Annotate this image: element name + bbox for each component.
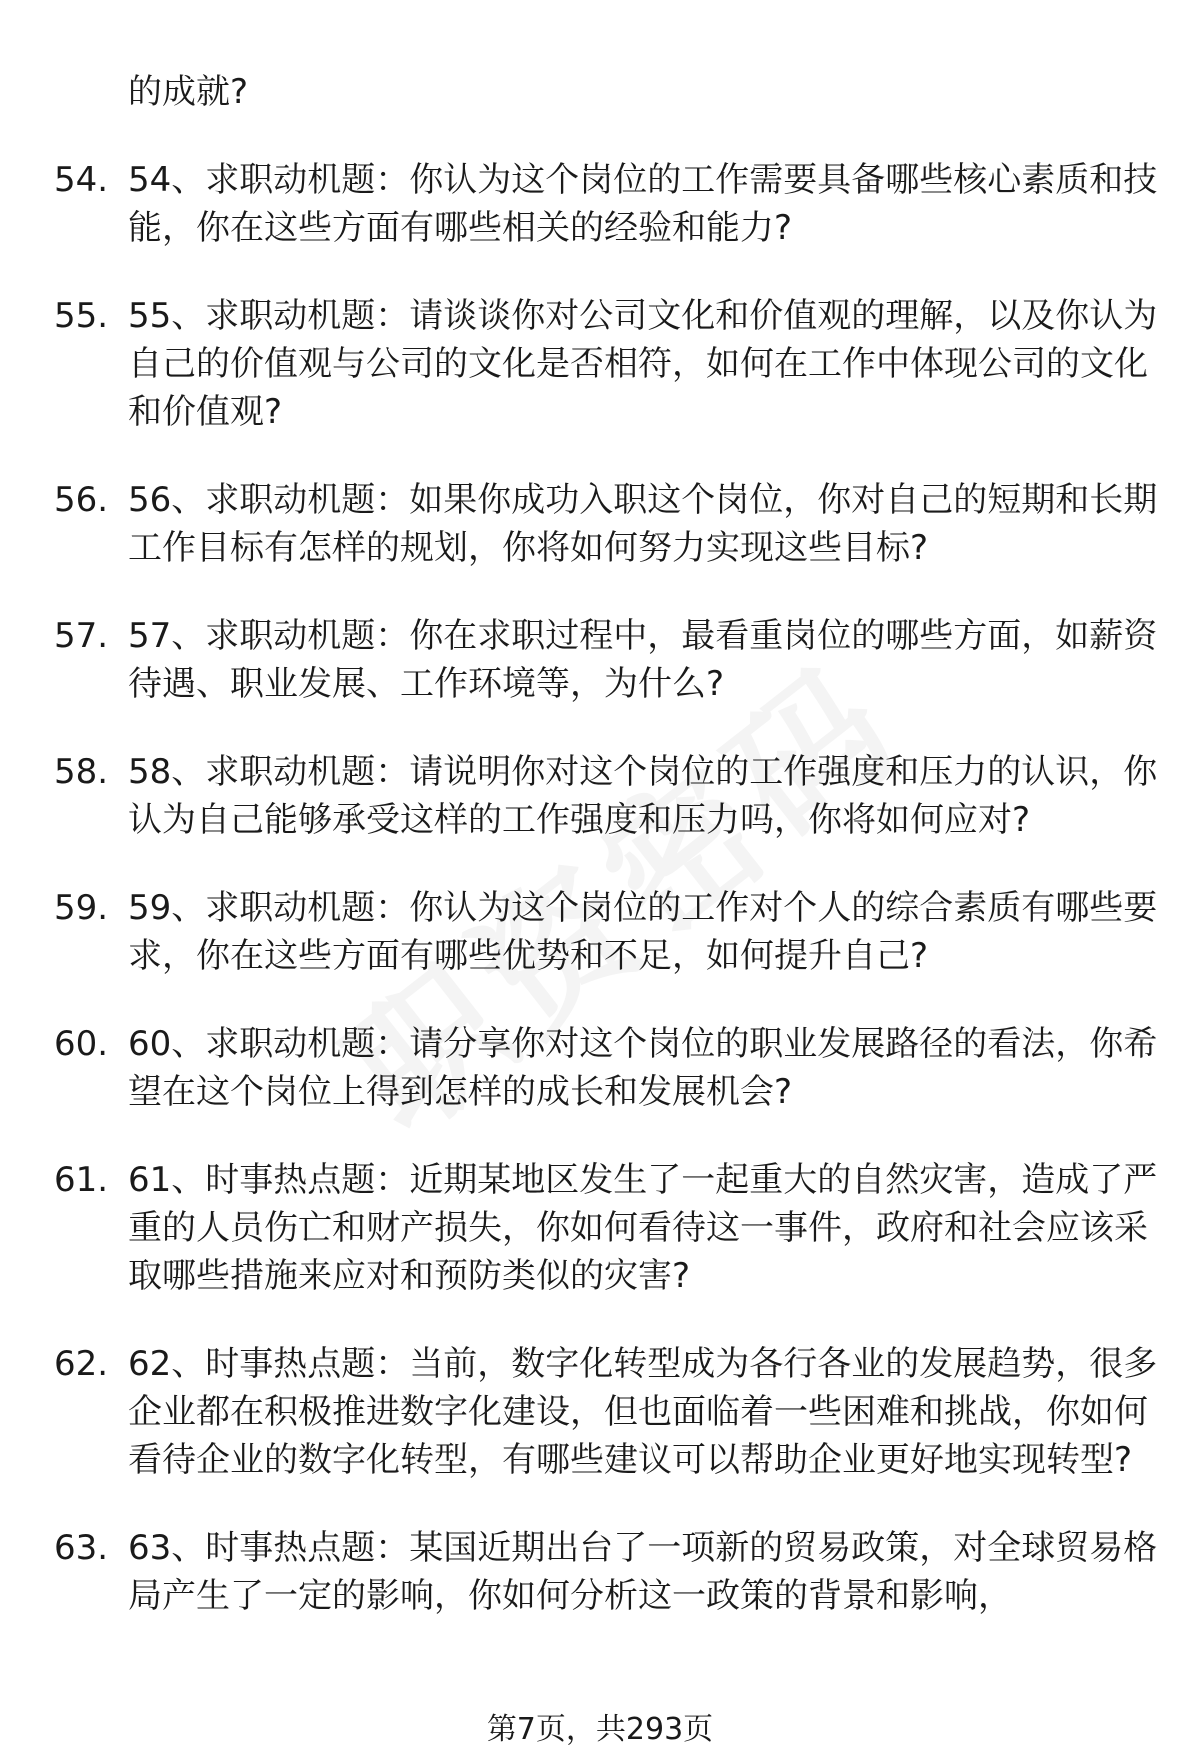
item-text: 61、时事热点题：近期某地区发生了一起重大的自然灾害，造成了严重的人员伤亡和财产损失，你如何看待这一事件，政府和社会应该采取哪些措施来应对和预防类似的灾害? bbox=[128, 1160, 1158, 1296]
list-item bbox=[54, 156, 1164, 252]
item-number: 58. bbox=[54, 752, 109, 792]
continuation-line: 的成就? bbox=[128, 72, 249, 112]
item-text: 59、求职动机题：你认为这个岗位的工作对个人的综合素质有哪些要求，你在这些方面有哪些优势和不足，如何提升自己? bbox=[128, 888, 1158, 976]
list-item bbox=[54, 1156, 1164, 1300]
list-item bbox=[54, 884, 1164, 980]
item-number: 61. bbox=[54, 1160, 109, 1200]
item-text: 55、求职动机题：请谈谈你对公司文化和价值观的理解，以及你认为自己的价值观与公司的文化是否相符，如何在工作中体现公司的文化和价值观? bbox=[128, 296, 1158, 432]
item-number: 60. bbox=[54, 1024, 109, 1064]
item-text: 62、时事热点题：当前，数字化转型成为各行各业的发展趋势，很多企业都在积极推进数字化建设，但也面临着一些困难和挑战，你如何看待企业的数字化转型，有哪些建议可以帮助企业更好地实现转型? bbox=[128, 1344, 1158, 1480]
item-number: 59. bbox=[54, 888, 109, 928]
list-item bbox=[54, 612, 1164, 708]
list-item bbox=[54, 1020, 1164, 1116]
item-text: 56、求职动机题：如果你成功入职这个岗位，你对自己的短期和长期工作目标有怎样的规划，你将如何努力实现这些目标? bbox=[128, 480, 1158, 568]
item-number: 54. bbox=[54, 160, 109, 200]
item-number: 56. bbox=[54, 480, 109, 520]
item-number: 57. bbox=[54, 616, 109, 656]
item-text: 63、时事热点题：某国近期出台了一项新的贸易政策，对全球贸易格局产生了一定的影响，你如何分析这一政策的背景和影响， bbox=[128, 1528, 1158, 1616]
item-number: 55. bbox=[54, 296, 109, 336]
item-number: 62. bbox=[54, 1344, 109, 1384]
page-footer: 第7页，共293页 bbox=[486, 1712, 714, 1747]
item-text: 58、求职动机题：请说明你对这个岗位的工作强度和压力的认识，你认为自己能够承受这样的工作强度和压力吗，你将如何应对? bbox=[128, 752, 1158, 840]
item-text: 60、求职动机题：请分享你对这个岗位的职业发展路径的看法，你希望在这个岗位上得到怎样的成长和发展机会? bbox=[128, 1024, 1158, 1112]
list-item bbox=[54, 476, 1164, 572]
list-item bbox=[54, 292, 1164, 436]
item-text: 57、求职动机题：你在求职过程中，最看重岗位的哪些方面，如薪资待遇、职业发展、工作环境等，为什么? bbox=[128, 616, 1158, 704]
list-item bbox=[54, 1340, 1164, 1484]
list-item bbox=[54, 1524, 1164, 1620]
item-number: 63. bbox=[54, 1528, 109, 1568]
item-text: 54、求职动机题：你认为这个岗位的工作需要具备哪些核心素质和技能，你在这些方面有哪些相关的经验和能力? bbox=[128, 160, 1158, 248]
list-item bbox=[54, 748, 1164, 844]
question-list bbox=[54, 58, 1164, 1660]
